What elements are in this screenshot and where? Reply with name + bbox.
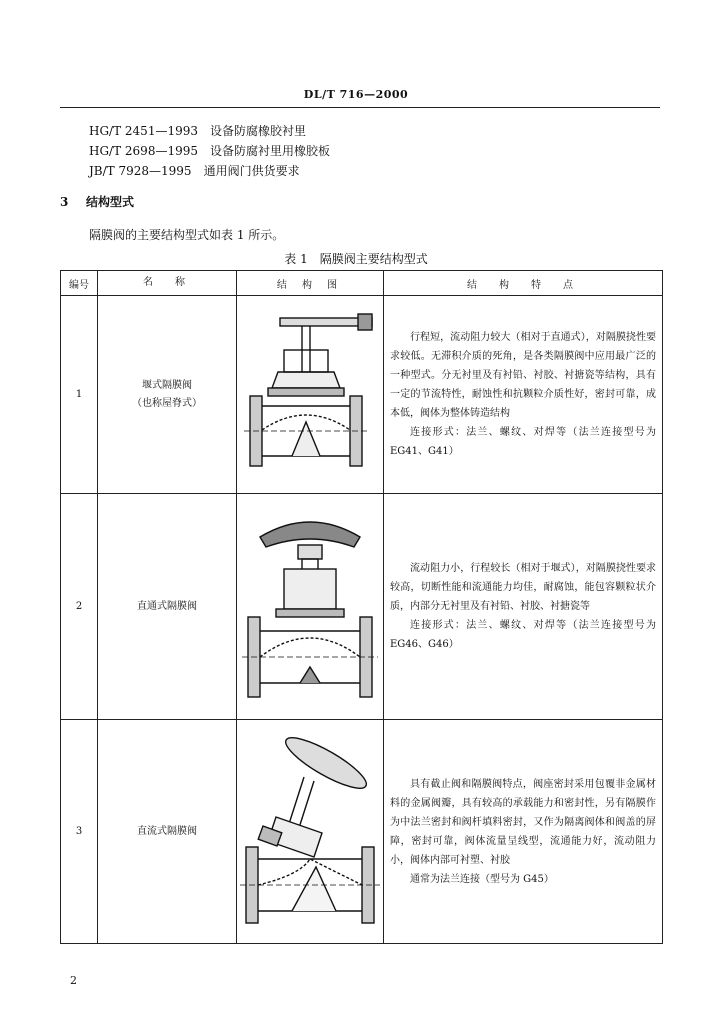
intro-paragraph: 隔膜阀的主要结构型式如表 1 所示。 (89, 228, 285, 242)
page-number: 2 (70, 974, 77, 987)
straight-through-diaphragm-valve-drawing-icon (240, 507, 380, 707)
section-heading (60, 193, 134, 210)
section-title: 结构型式 (86, 195, 135, 209)
row-figure (237, 296, 384, 494)
row-features (384, 494, 663, 720)
header-features: 结 构 特 点 (384, 271, 663, 296)
row-name (98, 494, 237, 720)
reference-list (89, 121, 330, 181)
header-name: 名 称 (98, 271, 237, 296)
document-code: DL/T 716—2000 (303, 88, 409, 101)
row-name (98, 296, 237, 494)
valve-types-table (60, 270, 663, 944)
row-figure (237, 494, 384, 720)
table-row (61, 494, 663, 720)
feature-text: 流动阻力小，行程较长（相对于堰式），对隔膜挠性要求较高，切断性能和流通能力均佳，耐腐蚀，能包容颗粒状介质，内部分无衬里及有衬铅、衬胶、衬搪瓷等 (390, 563, 656, 612)
weir-diaphragm-valve-drawing-icon (240, 310, 380, 480)
feature-text: 具有截止阀和隔膜阀特点，阀座密封采用包覆非金属材料的金属阀瓣，具有较高的承载能力和密封性，另有隔膜作为中法兰密封和阀杆填料密封，又作为隔离阀体和阀盖的屏障，密封可靠，阀体流量呈线型，流通能力好，流动阻力小，阀体内部可衬塑、衬胶 (390, 778, 656, 866)
section-number: 3 (60, 195, 69, 209)
valve-name-note: （也称屋脊式） (132, 397, 202, 409)
reference-item: HG/T 2451—1993 设备防腐橡胶衬里 (89, 124, 306, 138)
row-features (384, 720, 663, 944)
header-rule (60, 107, 660, 108)
row-number: 2 (61, 494, 98, 720)
connection-text: 连接形式：法兰、螺纹、对焊等（法兰连接型号为 EG46、G46） (390, 620, 656, 650)
y-pattern-diaphragm-valve-drawing-icon (240, 737, 380, 927)
row-features (384, 296, 663, 494)
valve-name: 直流式隔膜阀 (137, 825, 197, 837)
connection-text: 通常为法兰连接（型号为 G45） (410, 873, 554, 885)
valve-name: 直通式隔膜阀 (137, 600, 197, 612)
table-header-row (61, 271, 663, 296)
table-row (61, 720, 663, 944)
table-caption: 表 1 隔膜阀主要结构型式 (284, 252, 428, 266)
row-number: 3 (61, 720, 98, 944)
reference-item: HG/T 2698—1995 设备防腐衬里用橡胶板 (89, 144, 330, 158)
reference-item: JB/T 7928—1995 通用阀门供货要求 (89, 164, 300, 178)
connection-text: 连接形式：法兰、螺纹、对焊等（法兰连接型号为 EG41、G41） (390, 427, 656, 457)
row-figure (237, 720, 384, 944)
header-no: 编号 (61, 271, 98, 296)
table-row (61, 296, 663, 494)
header-figure: 结 构 图 (237, 271, 384, 296)
valve-name: 堰式隔膜阀 (142, 379, 192, 391)
row-number: 1 (61, 296, 98, 494)
row-name (98, 720, 237, 944)
feature-text: 行程短，流动阻力较大（相对于直通式），对隔膜挠性要求较低。无滞积介质的死角，是各类隔膜阀中应用最广泛的一种型式。分无衬里及有衬铅、衬胶、衬搪瓷等结构，具有一定的节流特性，耐蚀性和抗颗粒介质性好，密封可靠，成本低，阀体为整体铸造结构 (390, 332, 656, 419)
